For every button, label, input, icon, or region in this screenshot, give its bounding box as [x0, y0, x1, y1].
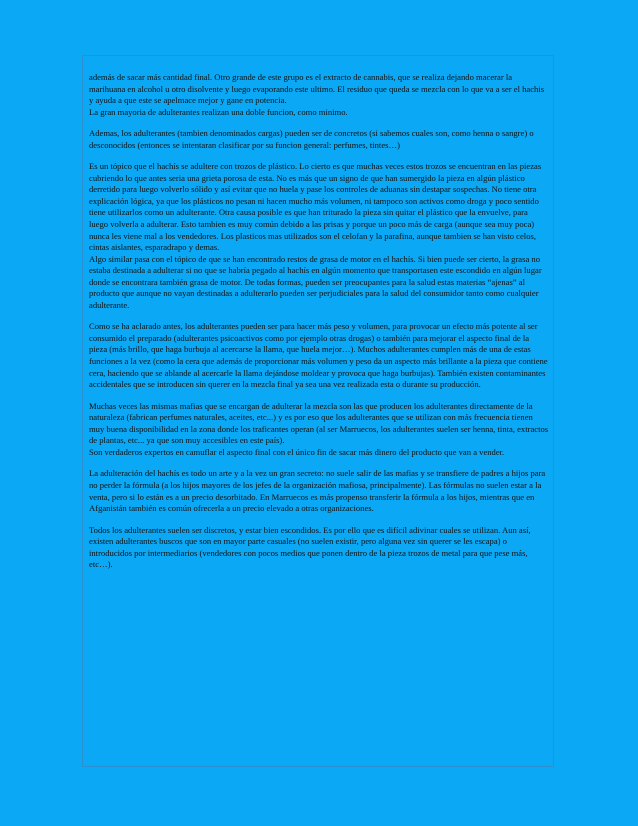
paragraph-text: La gran mayoria de adulterantes realizan una doble funcion, como minimo. [89, 106, 348, 117]
paragraph [89, 72, 549, 118]
paragraph [89, 401, 549, 459]
paragraph-text: Son verdaderos expertos en camuflar el aspecto final con el único fin de sacar más dinero del producto que van a vender. [89, 446, 505, 457]
paragraph-text: además de sacar más cantidad final. Otro grande de este grupo es el extracto de cannabis, que se realiza dejando macerar la marihuana en alcohol u otro disolvente y luego evaporando este ultimo. El residuo que queda se mezcla con lo que va a ser el hachis y ayuda a que este se apelmace mejor y gane en potencia. [89, 72, 545, 106]
paragraph: Como se ha aclarado antes, los adulterantes pueden ser para hacer más peso y volumen, para provocar un efecto más potente al ser consumido el preparado (adulterantes psicoactivos como por ejemplo otras drogas) o también para mejorar el aspecto final de la pieza (más brillo, que haga burbuja al acercarse la llama, que huela mejor…). Muchos adulterantes cumplen más de una de estas funciones a la vez (como la cera que además de proporcionar más volumen y peso da un aspecto más brillante a la pieza que contiene cera, haciendo que se ablande al acercarle la llama dejándose moldear y provoca que haga burbujas). También existen contaminantes accidentales que se introducen sin querer en la mezcla final ya sea una vez realizada esta o durante su producción. [89, 321, 548, 390]
paragraph-text: Es un tópico que el hachís se adultere con trozos de plástico. Lo cierto es que muchas veces estos trozos se encuentran en las piezas cubriendo lo que antes seria una grieta porosa de esta. No es más que un signo de que han sumergido la pieza en algún plástico derretido para luego volverlo sólido y así evitar que no huela y pase los controles de aduanas sin destapar sospechas. No tiene otra explicación lógica, ya que los plásticos no pesan ni hacen mucho más volumen, ni tampoco son activos como droga y poco sentido tiene utilizarlos como un adulterante. Otra causa posible es que han triturado la pieza sin quitar el plástico que la envuelve, para luego volverla a adulterar. Esto tambien es muy común debido a las prisas y porque un poco más de carga (aunque sea muy poca) nunca les viene mal a los vendedores. Los plasticos mas utilizados son el celofan y la parafina, aunque tambien se han visto celos, cintas aislantes, esparadrapo y demas. [89, 161, 542, 253]
paragraph: La adulteración del hachís es todo un arte y a la vez un gran secreto: no suele salir de las mafias y se transfiere de padres a hijos para no perder la fórmula (a los hijos mayores de los jefes de la organización mafiosa, principalmente). Las fórmulas no suelen estar a la venta, pero si lo están es a un precio desorbitado. En Marruecos es más propenso transferir la fórmula a los hijos, mientras que en Afganistán también es común ofrecerla a un precio elevado a otras organizaciones. [89, 468, 546, 514]
paragraph [89, 161, 549, 311]
paragraph: Todos los adulterantes suelen ser discretos, y estar bien escondidos. Es por ello que es difícil adivinar cuales se utilizan. Aun así, existen adulterantes buscos que son en mayor parte casuales (no suelen existir, pero alguna vez sin querer se les escapa) o introducidos por intermediarios (vendedores con pocos medios que ponen dentro de la pieza trozos de metal para que pese más, etc…). [89, 524, 531, 570]
paragraph-text: Algo similar pasa con el tópico de que se han encontrado restos de grasa de motor en el hachís. Si bien puede ser cierto, la grasa no estaba destinada a adulterar si no que se habría pegado al hachís en algún momento que transportasen este escondido en algún lugar donde se encontrara también grasa de motor. De todas formas, pueden ser preocupantes para la salud estas materias “ajenas” al producto que aunque no vayan destinadas a adulterarlo pueden ser perjudiciales para la salud del consumidor tanto como cualquier adulterante. [89, 253, 542, 310]
paragraph: Ademas, los adulterantes (tambien denominados cargas) pueden ser de concretos (si sabemos cuales son, como henna o sangre) o desconocidos (entonces se intentaran clasificar por su funcion general: perfumes, tintes…) [89, 128, 534, 150]
document-body [89, 72, 549, 581]
paragraph-text: Muchas veces las mismas mafias que se encargan de adulterar la mezcla son las que producen los adulterantes directamente de la naturaleza (fabrican perfumes naturales, aceites, etc...) y es por eso que los adulterantes que se utilizan con más frecuencia tienen muy buena disponibilidad en la zona donde los traficantes operan (al ser Marruecos, los adulterantes suelen ser henna, tinta, extractos de plantas, etc... ya que son muy accesibles en este país). [89, 400, 549, 446]
document-page [82, 55, 554, 767]
